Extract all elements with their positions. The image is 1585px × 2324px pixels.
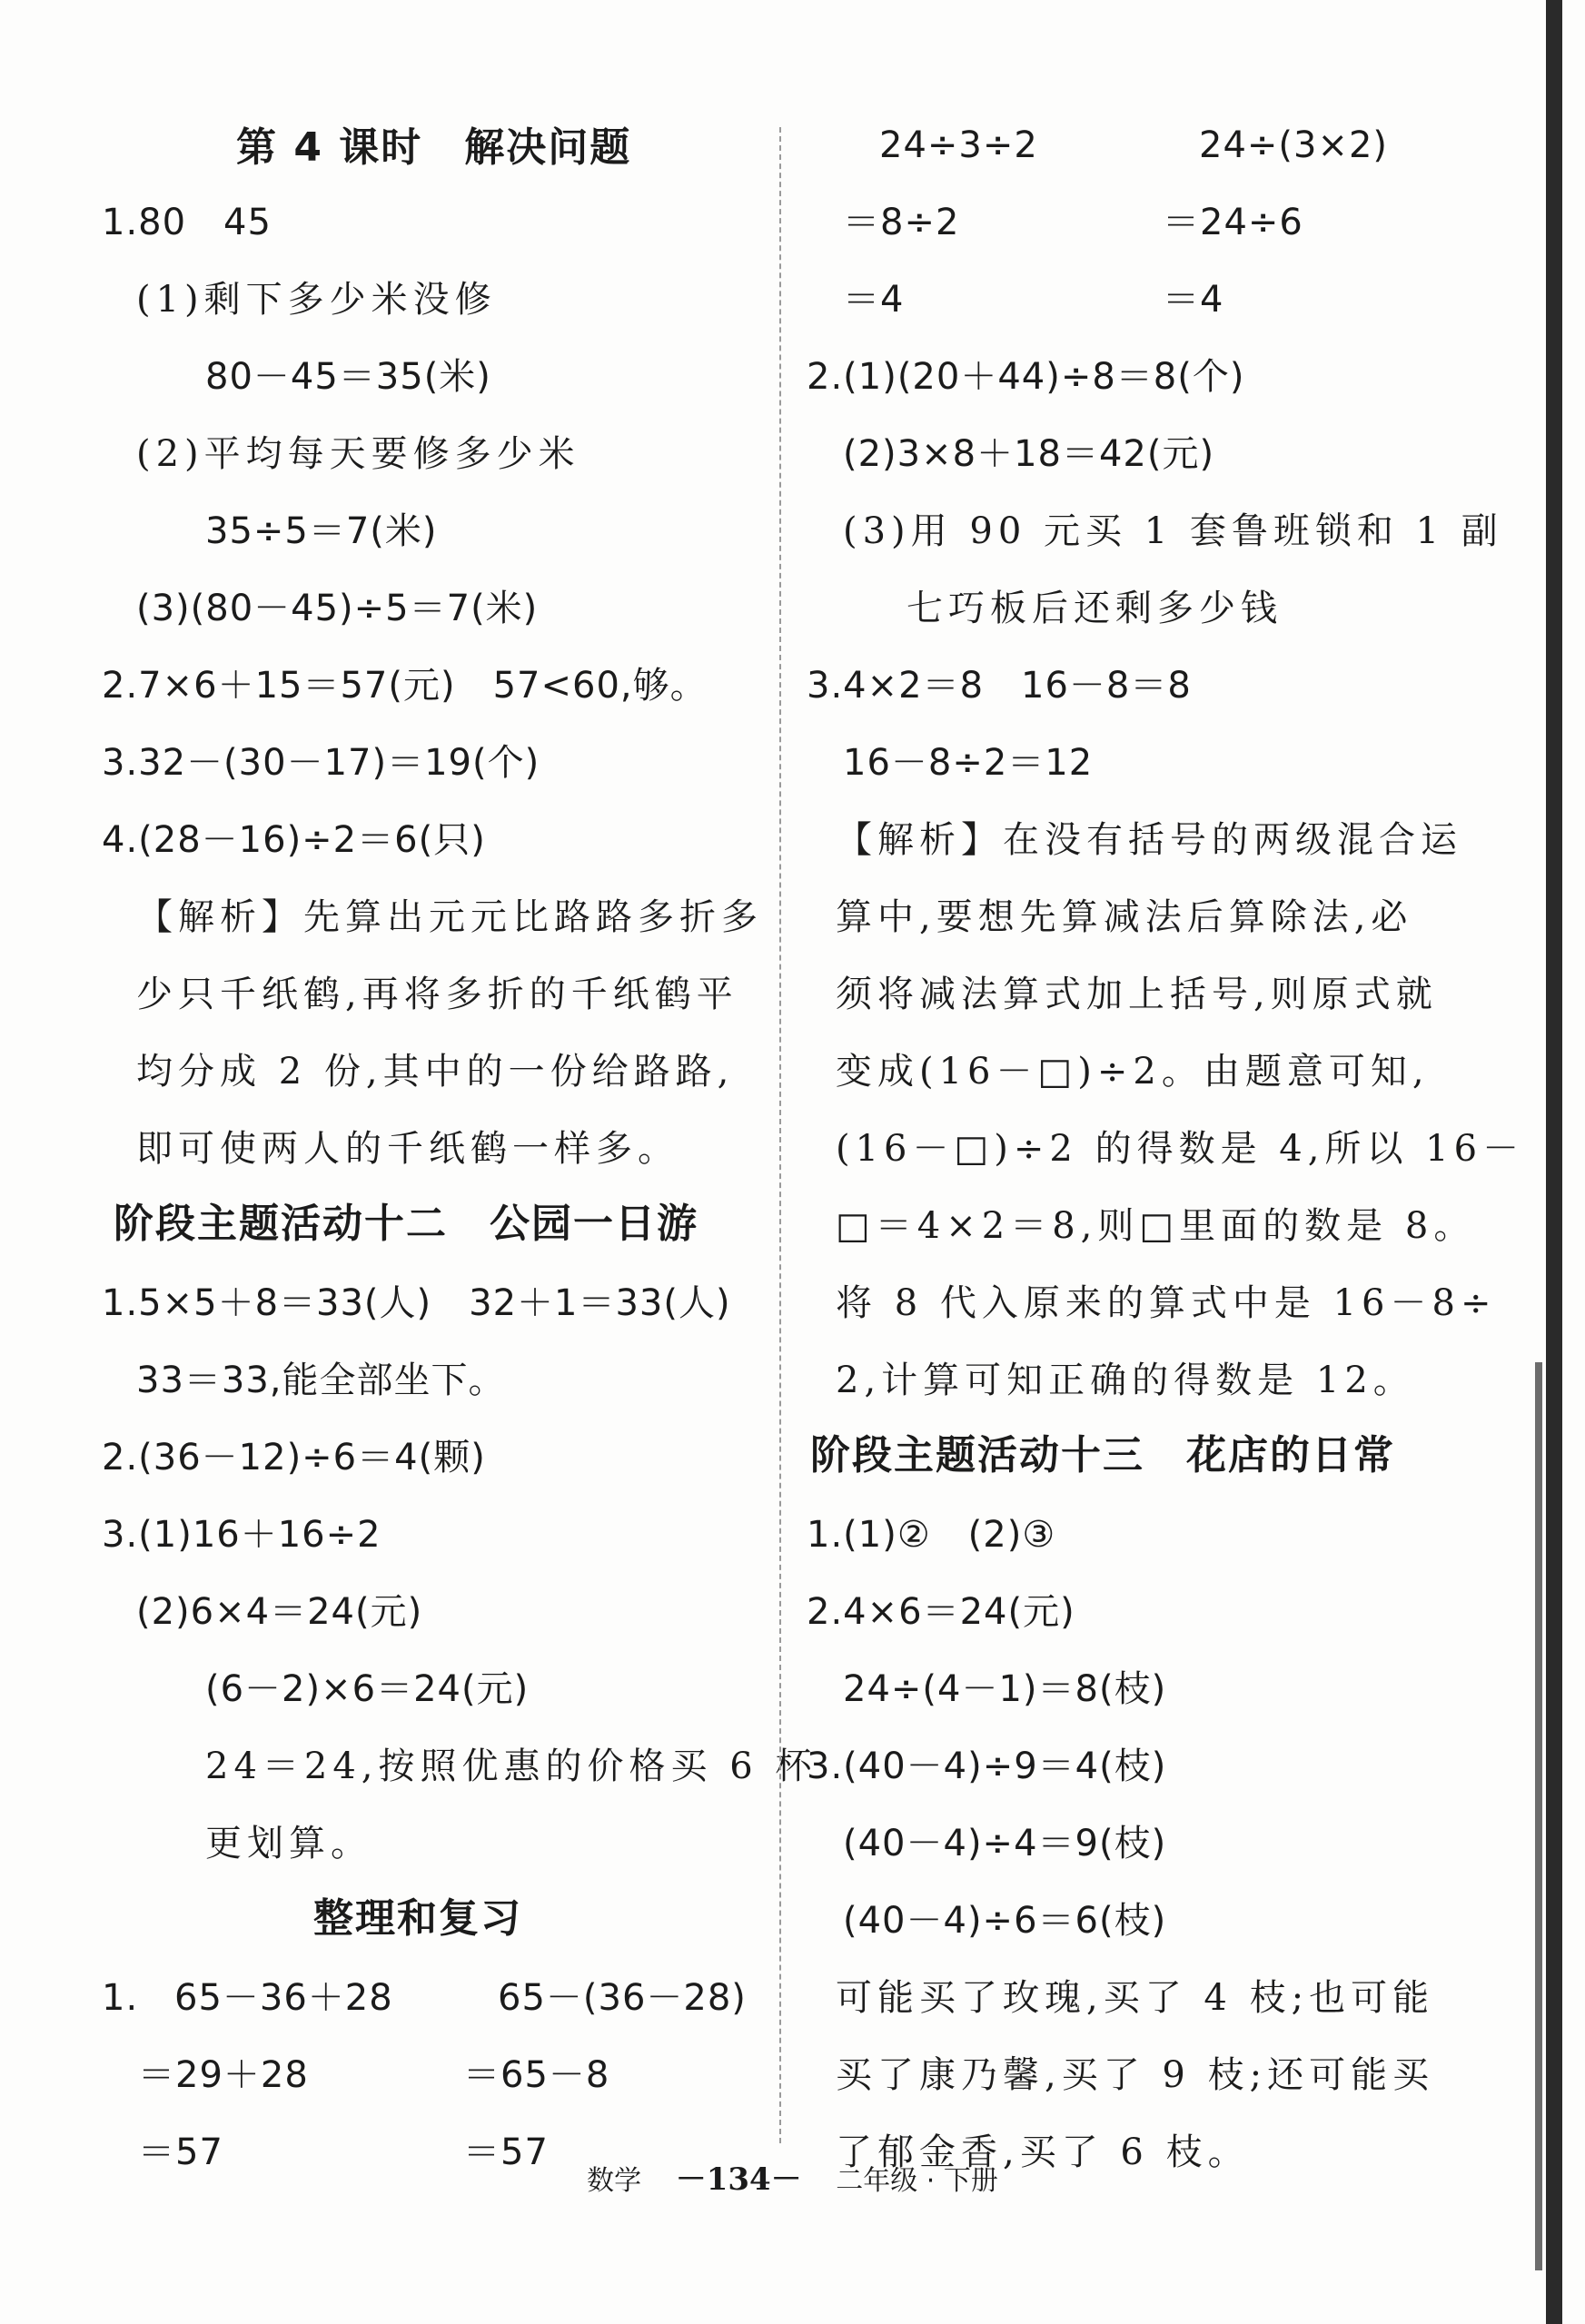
review-calc-b-line: 65－(36－28) [498, 1977, 747, 2019]
a12-q1-answer: 1.5×5＋8＝33(人) 32＋1＝33(人) [102, 1282, 731, 1324]
analysis-line: (16－□)÷2 的得数是 4,所以 16－ [836, 1128, 1525, 1170]
column-divider [779, 127, 781, 2143]
q1-part1-answer: 80－45＝35(米) [205, 356, 491, 398]
page-edge-shadow [1546, 0, 1562, 2324]
analysis-line: 少只千纸鹤,再将多折的千纸鹤平 [136, 974, 738, 1015]
a12-q3-conclusion: 24＝24,按照优惠的价格买 6 杯 [205, 1745, 817, 1787]
analysis-line: 将 8 代入原来的算式中是 16－8÷ [836, 1282, 1497, 1324]
calc-c-line: ＝8÷2 [843, 202, 960, 243]
activity12-title: 阶段主题活动十二 公园一日游 [114, 1201, 698, 1247]
a12-q2-answer: 2.(36－12)÷6＝4(颗) [102, 1437, 486, 1478]
review-title: 整理和复习 [313, 1895, 522, 1942]
q1-part1-question: (1)剩下多少米没修 [136, 279, 497, 321]
a13-conclusion-line: 买了康乃馨,买了 9 枝;还可能买 [836, 2054, 1435, 2096]
footer-grade: 二年级 · 下册 [836, 2165, 998, 2197]
q4-answer: 4.(28－16)÷2＝6(只) [102, 819, 486, 861]
analysis-line: □＝4×2＝8,则□里面的数是 8。 [836, 1205, 1476, 1247]
analysis-line: 须将减法算式加上括号,则原式就 [836, 974, 1438, 1015]
analysis-line: 算中,要想先算减法后算除法,必 [836, 896, 1413, 938]
calc-c-line: ＝4 [843, 279, 905, 321]
analysis-line: 变成(16－□)÷2。由题意可知, [836, 1051, 1430, 1093]
lesson-title: 第 4 课时 解决问题 [236, 124, 632, 171]
a12-q3-part2: (2)6×4＝24(元) [136, 1591, 423, 1633]
q1-part3-answer: (3)(80－45)÷5＝7(米) [136, 588, 539, 629]
q3-answer: 3.32－(30－17)＝19(个) [102, 742, 540, 784]
analysis-line: 【解析】在没有括号的两级混合运 [836, 819, 1462, 861]
q3-answer: 3.4×2＝8 16－8＝8 [807, 665, 1192, 707]
a13-conclusion-line: 可能买了玫瑰,买了 4 枝;也可能 [836, 1977, 1435, 2019]
calc-d-line: ＝24÷6 [1163, 202, 1303, 243]
footer-subject: 数学 [587, 2165, 642, 2197]
q2-part1: 2.(1)(20＋44)÷8＝8(个) [807, 356, 1245, 398]
a13-q2-answer-b: 24÷(4－1)＝8(枝) [843, 1668, 1167, 1710]
review-calc-b-line: ＝65－8 [463, 2054, 610, 2096]
a13-q3-answer-c: (40－4)÷6＝6(枝) [843, 1900, 1167, 1942]
q2-part3-b: 七巧板后还剩多少钱 [906, 588, 1283, 629]
review-calc-a-line: ＝29＋28 [138, 2054, 309, 2096]
page-footer [0, 2160, 1585, 2201]
q1-head: 1.80 45 [102, 202, 272, 243]
a12-q1-conclusion: 33＝33,能全部坐下。 [136, 1360, 506, 1401]
analysis-line: 2,计算可知正确的得数是 12。 [836, 1360, 1415, 1401]
page-number: －134－ [675, 2161, 802, 2198]
a13-q1-answer: 1.(1)② (2)③ [807, 1514, 1056, 1556]
a13-q2-answer: 2.4×6＝24(元) [807, 1591, 1075, 1633]
review-q1-number: 1. [102, 1977, 139, 2019]
review-calc-b-line: ＝57 [463, 2131, 549, 2173]
a12-q3-part2-b: (6－2)×6＝24(元) [205, 1668, 530, 1710]
q1-part2-question: (2)平均每天要修多少米 [136, 433, 580, 475]
analysis-line: 均分成 2 份,其中的一份给路路, [136, 1051, 735, 1093]
q1-part2-answer: 35÷5＝7(米) [205, 510, 438, 552]
q2-answer: 2.7×6＋15＝57(元) 57<60,够。 [102, 665, 708, 707]
activity13-title: 阶段主题活动十三 花店的日常 [810, 1432, 1395, 1478]
calc-c-line: 24÷3÷2 [879, 124, 1038, 166]
a13-conclusion-line: 了郁金香,买了 6 枝。 [836, 2131, 1250, 2173]
a12-q3-conclusion-b: 更划算。 [205, 1823, 372, 1864]
q3-answer-b: 16－8÷2＝12 [843, 742, 1094, 784]
q2-part2: (2)3×8＋18＝42(元) [843, 433, 1215, 475]
review-calc-a-line: ＝57 [138, 2131, 223, 2173]
a12-q3-part1: 3.(1)16＋16÷2 [102, 1514, 381, 1556]
calc-d-line: 24÷(3×2) [1199, 124, 1389, 166]
analysis-line: 【解析】先算出元元比路路多折多 [136, 896, 763, 938]
review-calc-a-line: 65－36＋28 [174, 1977, 393, 2019]
page-edge-shadow-inner [1535, 1362, 1542, 2270]
analysis-line: 即可使两人的千纸鹤一样多。 [136, 1128, 679, 1170]
calc-d-line: ＝4 [1163, 279, 1224, 321]
a13-q3-answer: 3.(40－4)÷9＝4(枝) [807, 1745, 1167, 1787]
q2-part3: (3)用 90 元买 1 套鲁班锁和 1 副 [843, 510, 1503, 552]
a13-q3-answer-b: (40－4)÷4＝9(枝) [843, 1823, 1167, 1864]
